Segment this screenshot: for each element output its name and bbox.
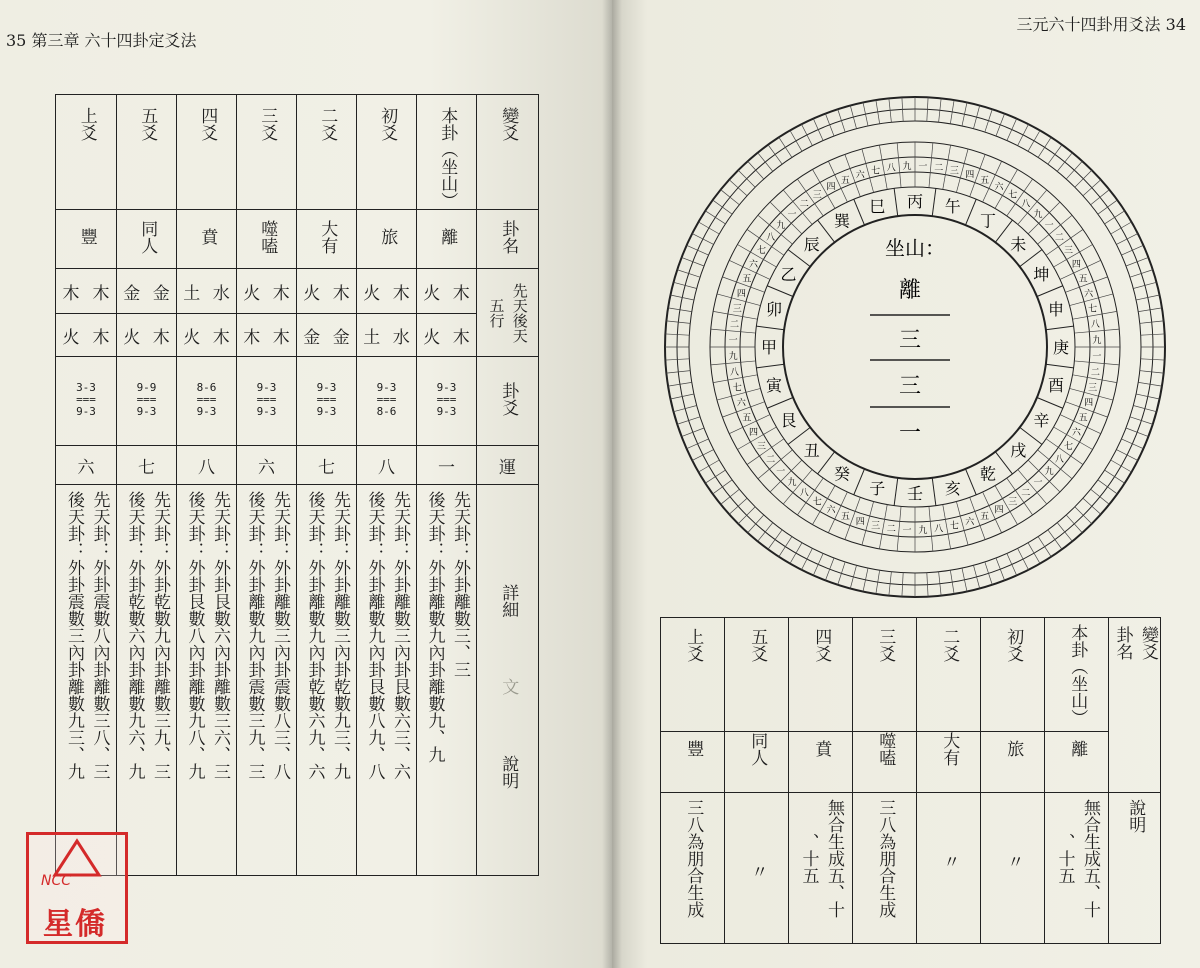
ring-digit: 一 [918,162,928,173]
yun-5: 七 [117,446,177,485]
yun-1: 八 [357,446,417,485]
r-name-2: 大有 [917,732,981,793]
ring-digit: 五 [1078,413,1088,424]
mountain-label: 子 [869,479,886,499]
inner-tick [897,143,901,188]
mountain-label: 艮 [780,411,797,430]
right-page-header: 三元六十四卦用爻法 34 [1016,15,1186,34]
mountain-divider [932,478,936,506]
r-desc-4: 、十五 無合生成五、十 [789,793,853,944]
mountain-divider [932,188,936,216]
outer-tick [713,200,732,214]
ring-digit: 八 [766,233,776,244]
book-spine [602,0,622,968]
gua-symbol-2: 9-3 === 9-3 [297,357,357,446]
ring-digit: 九 [1033,209,1043,220]
r-yao-5: 五爻 [725,618,789,732]
outer-tick [758,153,773,172]
yun-6: 六 [56,446,117,485]
mountain-label: 丙 [906,192,924,211]
ring-digit: 七 [949,521,959,532]
ring-digit: 三 [812,190,822,201]
ring-digit: 三 [949,166,959,177]
ring-digit: 二 [799,199,809,210]
ring-digit: 五 [742,413,752,424]
outer-tick [779,137,792,157]
outer-tick [674,282,697,288]
outer-tick [1133,282,1156,288]
ring-digit: 五 [980,175,990,186]
inner-tick [929,506,933,551]
mountain-divider [1037,286,1063,297]
yao-cell-1: 初爻 [357,95,417,210]
ring-digit: 八 [1054,454,1064,465]
gua-name-6: 豐 [56,210,117,269]
outer-tick [698,222,719,234]
outer-tick [677,417,700,424]
mountain-divider [1037,398,1063,409]
ring-digit: 五 [840,512,850,523]
hou-0: 火 木 [417,314,477,357]
hou-1: 土 水 [357,314,417,357]
gua-name-0: 離 [417,210,477,269]
mountain-label: 乙 [780,265,797,284]
r-header-bian-gua: 卦名 變爻 [1109,618,1161,793]
outer-tick [1048,145,1062,164]
outer-tick [1038,537,1051,557]
gua-symbol-3: 9-3 === 9-3 [237,357,297,446]
gua-symbol-1: 9-3 === 8-6 [357,357,417,446]
ring-digit: 五 [1078,274,1088,285]
yun-4: 八 [177,446,237,485]
ring-digit: 六 [1071,428,1081,439]
outer-tick [1105,470,1125,483]
detail-3: 後天卦：外卦離數九內卦震數三九、三 先天卦：外卦離數三內卦震數八三、八 [237,485,297,876]
outer-tick [748,515,764,533]
mountain-divider [767,286,793,297]
mountain-label: 卯 [765,300,782,320]
center-mark-2: 三 [898,374,922,399]
ring-digit: 六 [1084,289,1094,300]
hou-6: 火 木 [56,314,117,357]
outer-tick [748,161,764,179]
mountain-label: 甲 [760,338,778,357]
ring-digit: 五 [742,274,752,285]
outer-tick [973,565,979,588]
mountain-divider [767,398,793,409]
ring-digit: 八 [1090,320,1100,331]
yao-cell-3: 三爻 [237,95,297,210]
ring-digit: 一 [787,209,797,220]
mountain-label: 坤 [1033,265,1050,284]
gua-name-4: 賁 [177,210,237,269]
ring-digit: 三 [1008,497,1018,508]
ring-digit: 四 [736,289,746,300]
mountain-divider [854,469,865,495]
outer-tick [1057,523,1072,542]
header-gua-ming: 卦名 [477,210,539,269]
center-mark-3: 一 [898,421,922,446]
outer-tick [1091,489,1110,504]
mountain-label: 巳 [869,196,886,216]
ring-digit: 四 [749,428,759,439]
r-name-0: 離 [1045,732,1109,793]
mountain-label: 寅 [765,375,782,395]
ring-digit: 五 [980,512,990,523]
mountain-divider [966,199,977,225]
outer-tick [985,109,992,132]
outer-tick [692,234,713,245]
center-mark-1: 三 [898,328,922,353]
xian-0: 火 木 [417,269,477,314]
right-yao-table [660,617,1161,944]
outer-tick [1018,548,1029,569]
r-name-1: 旅 [981,732,1045,793]
outer-tick [1121,439,1143,449]
outer-tick [1105,211,1125,224]
outer-tick [790,543,802,564]
xian-5: 金 金 [117,269,177,314]
yun-0: 一 [417,446,477,485]
r-desc-6: 三八為朋合生成 [661,793,725,944]
r-yao-2: 二爻 [917,618,981,732]
yun-2: 七 [297,446,357,485]
ring-digit: 二 [934,163,944,174]
ring-digit: 九 [918,525,928,536]
ring-digit: 七 [732,383,742,394]
outer-tick [682,257,704,266]
ring-digit: 七 [756,246,767,257]
mountain-label: 丑 [803,441,820,461]
ring-digit: 二 [1090,367,1100,378]
ring-digit: 九 [1044,466,1054,477]
outer-tick [1121,245,1143,255]
outer-tick [825,114,834,136]
ring-digit: 八 [1021,199,1031,210]
detail-0: 後天卦：外卦離數九內卦離數九、九 先天卦：外卦離數三、三 [417,485,477,876]
xian-4: 土 水 [177,269,237,314]
ring-digit: 四 [855,517,865,528]
ring-digit: 八 [799,488,809,499]
xian-6: 木 木 [56,269,117,314]
mountain-label: 庚 [1052,338,1070,357]
header-gua-yao: 卦爻 [477,357,539,446]
ring-digit: 九 [776,221,786,232]
mountain-divider [894,188,898,216]
outer-tick [1066,515,1082,533]
outer-tick [1091,190,1110,205]
detail-4: 後天卦：外卦艮數八內卦離數九八、九 先天卦：外卦艮數六內卦離數三六、三 [177,485,237,876]
ring-digit: 四 [965,170,975,181]
outer-tick [1098,200,1117,214]
ring-digit: 四 [1084,398,1094,409]
outer-tick [790,130,802,151]
r-desc-1: 〃 [981,793,1045,944]
outer-tick [758,523,773,542]
ring-digit: 九 [902,162,912,173]
outer-tick [1007,553,1017,575]
outer-tick [768,530,782,549]
yao-cell-0: 本卦（坐山） [417,95,477,210]
header-xiang-xi: 詳細 文 說明 [477,485,539,876]
mountain-label: 午 [944,196,961,216]
outer-tick [1028,543,1040,564]
outer-tick [677,270,700,277]
outer-tick [1038,137,1051,157]
mountain-label: 辰 [803,234,820,254]
ring-digit: 三 [1088,383,1098,394]
yao-cell-6: 上爻 [56,95,117,210]
ring-digit: 七 [1063,441,1074,452]
outer-tick [1130,270,1153,277]
yao-cell-2: 二爻 [297,95,357,210]
ring-digit: 二 [886,524,896,535]
ring-digit: 七 [1008,190,1018,201]
ring-digit: 二 [1021,488,1031,499]
outer-tick [1083,180,1101,196]
mountain-divider [1046,326,1074,330]
inner-tick [929,143,933,188]
outer-tick [838,562,845,585]
outer-tick [779,537,792,557]
xian-1: 火 木 [357,269,417,314]
hou-4: 火 木 [177,314,237,357]
mountain-divider [854,199,865,225]
ring-digit: 七 [812,497,822,508]
mountain-divider [818,452,835,474]
r-desc-2: 〃 [917,793,981,944]
r-yao-1: 初爻 [981,618,1045,732]
mountain-divider [756,364,784,368]
mountain-label: 巽 [833,211,851,231]
outer-tick [838,109,845,132]
ring-digit: 一 [776,466,786,477]
outer-tick [1048,530,1062,549]
detail-6: 後天卦：外卦震數三內卦離數九三、九 先天卦：外卦震數八內卦離數三八、三 [56,485,117,876]
mountain-label: 乾 [979,464,997,484]
outer-tick [813,553,823,575]
ring-digit: 六 [736,398,746,409]
outer-tick [1126,257,1148,266]
outer-tick [687,245,709,255]
hou-2: 金 金 [297,314,357,357]
outer-tick [1028,130,1040,151]
outer-tick [705,470,725,483]
ring-digit: 四 [1071,259,1081,270]
ring-digit: 四 [826,182,836,193]
ring-digit: 二 [1054,233,1064,244]
outer-tick [721,190,740,205]
center-gua: 離 [898,278,922,303]
ring-digit: 四 [994,505,1004,516]
left-yao-table [55,94,539,876]
xian-3: 火 木 [237,269,297,314]
outer-tick [996,558,1005,580]
outer-tick [1007,119,1017,141]
hou-5: 火 木 [117,314,177,357]
outer-tick [850,565,856,588]
gua-symbol-6: 3-3 === 9-3 [56,357,117,446]
outer-tick [1130,417,1153,424]
ring-digit: 六 [994,182,1004,193]
ring-digit: 一 [1092,351,1102,362]
outer-tick [996,114,1005,136]
ring-digit: 七 [871,166,881,177]
outer-tick [802,124,813,145]
r-name-4: 賁 [789,732,853,793]
mountain-label: 亥 [944,479,961,499]
outer-tick [1111,460,1132,472]
r-name-5: 同人 [725,732,789,793]
mountain-label: 癸 [833,464,851,484]
outer-tick [1018,124,1029,145]
ring-digit: 三 [756,441,767,452]
ring-digit: 二 [730,320,740,331]
xian-2: 火 木 [297,269,357,314]
mountain-label: 壬 [906,484,924,503]
outer-tick [1116,450,1137,461]
r-desc-0: 、十五 無合生成五、十 [1045,793,1109,944]
ring-digit: 五 [840,175,850,186]
r-desc-5: 〃 [725,793,789,944]
detail-2: 後天卦：外卦離數九內卦乾數六九、六 先天卦：外卦離數三內卦乾數九三、九 [297,485,357,876]
outer-tick [674,405,697,411]
outer-tick [1133,405,1156,411]
outer-tick [729,180,747,196]
outer-tick [698,460,719,472]
gua-name-1: 旅 [357,210,417,269]
mountain-label: 辛 [1033,411,1050,430]
outer-tick [713,480,732,494]
stamp-name: 星僑 [43,907,107,942]
ring-digit: 三 [1063,246,1074,257]
r-yao-3: 三爻 [853,618,917,732]
r-yao-4: 四爻 [789,618,853,732]
r-header-shuo-ming: 說明 [1109,793,1161,944]
outer-tick [825,558,834,580]
r-yao-0: 本卦（坐山） [1045,618,1109,732]
gua-name-5: 同人 [117,210,177,269]
ring-digit: 一 [1033,478,1043,489]
mountain-divider [894,478,898,506]
outer-tick [1098,480,1117,494]
ring-digit: 九 [1092,336,1102,347]
mountain-label: 丁 [979,211,997,231]
gua-symbol-4: 8-6 === 9-3 [177,357,237,446]
mountain-label: 未 [1010,234,1027,254]
detail-1: 後天卦：外卦離數九內卦艮數八九、八 先天卦：外卦離數三內卦艮數六三、六 [357,485,417,876]
r-name-6: 豐 [661,732,725,793]
header-bian-yao: 變爻 [477,95,539,210]
outer-tick [850,106,856,129]
outer-tick [1111,222,1132,234]
yao-cell-4: 四爻 [177,95,237,210]
mountain-divider [818,220,835,242]
outer-tick [705,211,725,224]
header-xian-hou-wuxing: 五行 先天後天 [477,269,539,357]
ring-digit: 九 [787,478,797,489]
gua-symbol-5: 9-9 === 9-3 [117,357,177,446]
outer-tick [1116,234,1137,245]
outer-tick [1057,153,1072,172]
left-page-header: 35 第三章 六十四卦定爻法 [6,31,197,50]
yun-3: 六 [237,446,297,485]
r-yao-6: 上爻 [661,618,725,732]
outer-tick [802,548,813,569]
mountain-label: 申 [1048,300,1065,320]
header-yun: 運 [477,446,539,485]
mountain-label: 戌 [1010,441,1027,461]
mountain-divider [756,326,784,330]
mountain-label: 酉 [1048,375,1065,395]
outer-tick [768,145,782,164]
outer-tick [985,562,992,585]
ring-digit: 七 [1088,304,1098,315]
ring-digit: 一 [728,336,738,347]
mountain-divider [966,469,977,495]
outer-tick [1083,498,1101,514]
gua-name-3: 噬嗑 [237,210,297,269]
outer-tick [813,119,823,141]
outer-tick [729,498,747,514]
ring-digit: 一 [1044,221,1054,232]
gua-name-2: 大有 [297,210,357,269]
detail-5: 後天卦：外卦乾數六內卦離數九六、九 先天卦：外卦乾數九內卦離數三九、三 [117,485,177,876]
stamp-letters: NCC [41,873,72,889]
outer-tick [687,439,709,449]
gua-symbol-0: 9-3 === 9-3 [417,357,477,446]
yao-cell-5: 五爻 [117,95,177,210]
ring-digit: 六 [749,259,759,270]
inner-tick [897,506,901,551]
outer-tick [1066,161,1082,179]
ring-digit: 八 [934,524,944,535]
r-desc-3: 三八為朋合生成 [853,793,917,944]
luopan-diagram [655,85,1175,610]
ring-digit: 三 [732,304,742,315]
ring-digit: 三 [871,521,881,532]
r-name-3: 噬嗑 [853,732,917,793]
ring-digit: 二 [766,454,776,465]
ring-digit: 六 [826,505,836,516]
hou-3: 木 木 [237,314,297,357]
ring-digit: 八 [730,367,740,378]
outer-tick [692,450,713,461]
ring-digit: 六 [965,517,975,528]
outer-tick [973,106,979,129]
ring-digit: 八 [886,163,896,174]
center-label: 坐山： [885,236,945,260]
ring-digit: 一 [902,525,912,536]
ring-digit: 六 [855,170,865,181]
outer-tick [721,489,740,504]
publisher-stamp [26,832,128,944]
outer-tick [1126,428,1148,437]
mountain-divider [1046,364,1074,368]
ring-digit: 九 [728,351,738,362]
outer-tick [682,428,704,437]
